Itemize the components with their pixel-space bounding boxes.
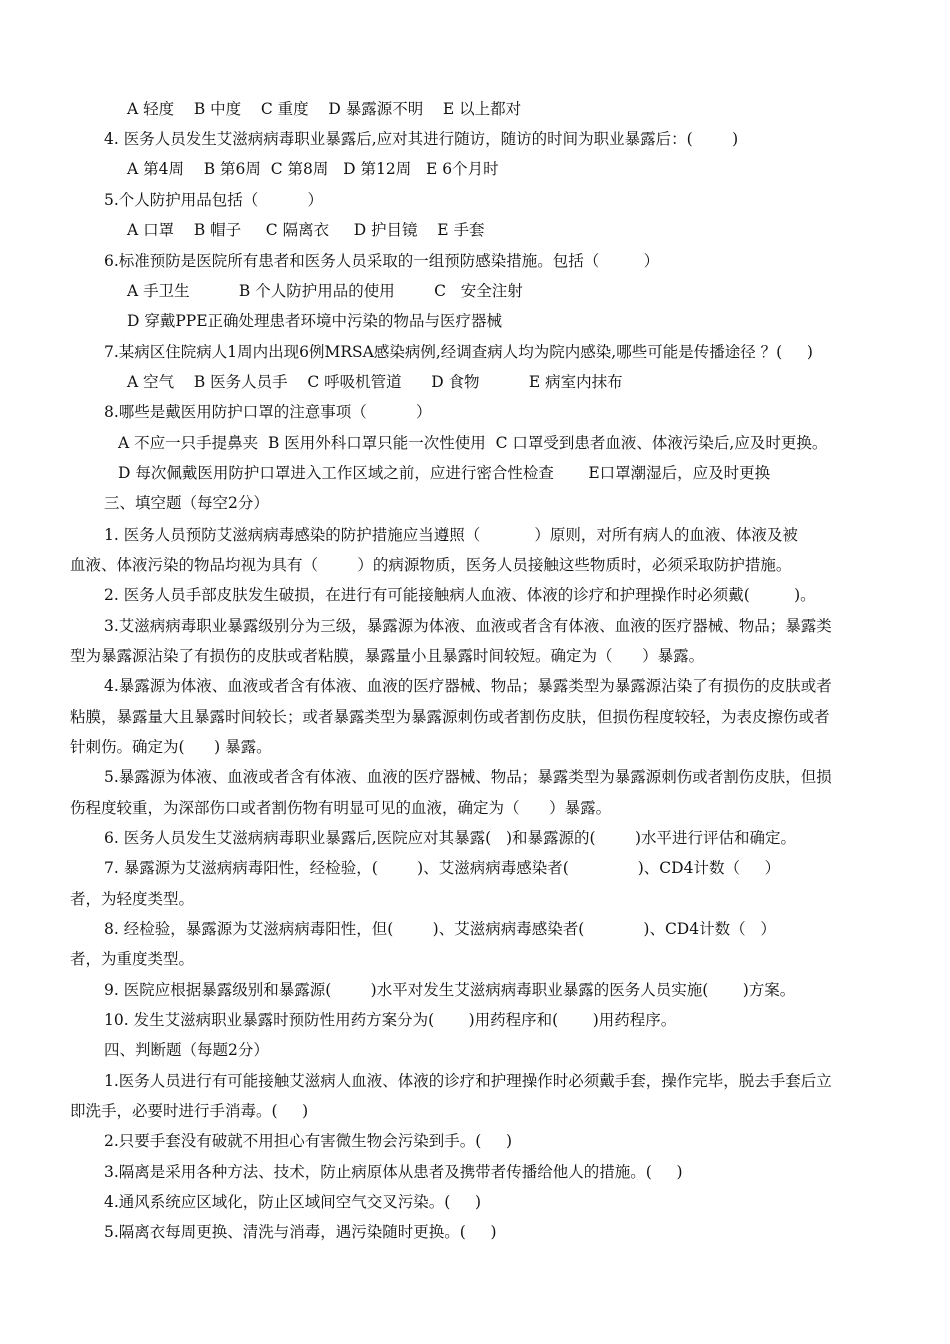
q4-options: A 第4周 B 第6周 C 第8周 D 第12周 E 6个月时 [127,160,499,178]
fill-q6: 6. 医务人员发生艾滋病病毒职业暴露后,医院应对其暴露( )和暴露源的( )水平进行评估和确定。 [104,829,797,847]
judge-q4: 4.通风系统应区域化，防止区域间空气交叉污染。( ) [104,1193,482,1211]
fill-q7-line-1: 7. 暴露源为艾滋病病毒阳性，经检验，( )、艾滋病病毒感染者( )、CD4计数（ ） [104,859,781,877]
q7-options: A 空气 B 医务人员手 C 呼吸机管道 D 食物 E 病室内抹布 [127,373,623,391]
fill-q5-line-1: 5.暴露源为体液、血液或者含有体液、血液的医疗器械、物品；暴露类型为暴露源刺伤或者割伤皮肤，但损 [104,768,832,786]
fill-q8-line-1: 8. 经检验，暴露源为艾滋病病毒阳性，但( )、艾滋病病毒感染者( )、CD4计数（ ） [104,920,776,938]
section-fill-in-heading: 三、填空题（每空2分） [104,494,269,512]
q5-question: 5.个人防护用品包括（ ） [104,191,324,209]
q6-options-2: D 穿戴PPE正确处理患者环境中污染的物品与医疗器械 [127,312,503,330]
q3-options: A 轻度 B 中度 C 重度 D 暴露源不明 E 以上都对 [127,100,522,118]
fill-q10: 10. 发生艾滋病职业暴露时预防性用药方案分为( )用药程序和( )用药程序。 [104,1011,677,1029]
section-judgement-heading: 四、判断题（每题2分） [104,1041,269,1059]
fill-q1-line-1: 1. 医务人员预防艾滋病病毒感染的防护措施应当遵照（ ）原则，对所有病人的血液、体液及被 [104,526,798,544]
fill-q2: 2. 医务人员手部皮肤发生破损，在进行有可能接触病人血液、体液的诊疗和护理操作时必须戴( )。 [104,586,816,604]
fill-q3-line-1: 3.艾滋病病毒职业暴露级别分为三级，暴露源为体液、血液或者含有体液、血液的医疗器械、物品；暴露类 [104,617,832,635]
q6-options-1: A 手卫生 B 个人防护用品的使用 C 安全注射 [127,282,523,300]
fill-q4-line-2: 粘膜，暴露量大且暴露时间较长；或者暴露类型为暴露源刺伤或者割伤皮肤，但损伤程度较轻，为表皮擦伤或者 [70,708,830,726]
fill-q4-line-1: 4.暴露源为体液、血液或者含有体液、血液的医疗器械、物品；暴露类型为暴露源沾染了有损伤的皮肤或者 [104,677,832,695]
fill-q8-line-2: 者，为重度类型。 [70,950,195,968]
fill-q3-line-2: 型为暴露源沾染了有损伤的皮肤或者粘膜，暴露量小且暴露时间较短。确定为（ ）暴露。 [70,647,705,665]
q6-question: 6.标准预防是医院所有患者和医务人员采取的一组预防感染措施。包括（ ） [104,252,660,270]
fill-q5-line-2: 伤程度较重，为深部伤口或者割伤物有明显可见的血液，确定为（ ）暴露。 [70,799,612,817]
judge-q5: 5.隔离衣每周更换、清洗与消毒，遇污染随时更换。( ) [104,1223,497,1241]
judge-q1-line-2: 即洗手，必要时进行手消毒。( ) [70,1102,309,1120]
judge-q1-line-1: 1.医务人员进行有可能接触艾滋病人血液、体液的诊疗和护理操作时必须戴手套，操作完毕，脱去手套后立 [104,1072,832,1090]
q8-options-1: A 不应一只手提鼻夹 B 医用外科口罩只能一次性使用 C 口罩受到患者血液、体液污染后,应及时更换。 [118,434,828,452]
fill-q9: 9. 医院应根据暴露级别和暴露源( )水平对发生艾滋病病毒职业暴露的医务人员实施( )方案。 [104,981,796,999]
fill-q1-line-2: 血液、体液污染的物品均视为具有（ ）的病源物质，医务人员接触这些物质时，必须采取防护措施。 [70,556,792,574]
fill-q4-line-3: 针刺伤。确定为( ) 暴露。 [70,738,272,756]
judge-q3: 3.隔离是采用各种方法、技术，防止病原体从患者及携带者传播给他人的措施。( ) [104,1163,683,1181]
q7-question: 7.某病区住院病人1周内出现6例MRSA感染病例,经调查病人均为院内感染,哪些可能是传播途径 ？( ) [104,343,813,361]
q4-question: 4. 医务人员发生艾滋病病毒职业暴露后,应对其进行随访，随访的时间为职业暴露后：( ) [104,130,739,148]
q8-options-2: D 每次佩戴医用防护口罩进入工作区域之前，应进行密合性检查 E口罩潮湿后，应及时更换 [118,464,771,482]
fill-q7-line-2: 者，为轻度类型。 [70,890,195,908]
judge-q2: 2.只要手套没有破就不用担心有害微生物会污染到手。( ) [104,1132,513,1150]
q8-question: 8.哪些是戴医用防护口罩的注意事项（ ） [104,403,432,421]
q5-options: A 口罩 B 帽子 C 隔离衣 D 护目镜 E 手套 [127,221,485,239]
